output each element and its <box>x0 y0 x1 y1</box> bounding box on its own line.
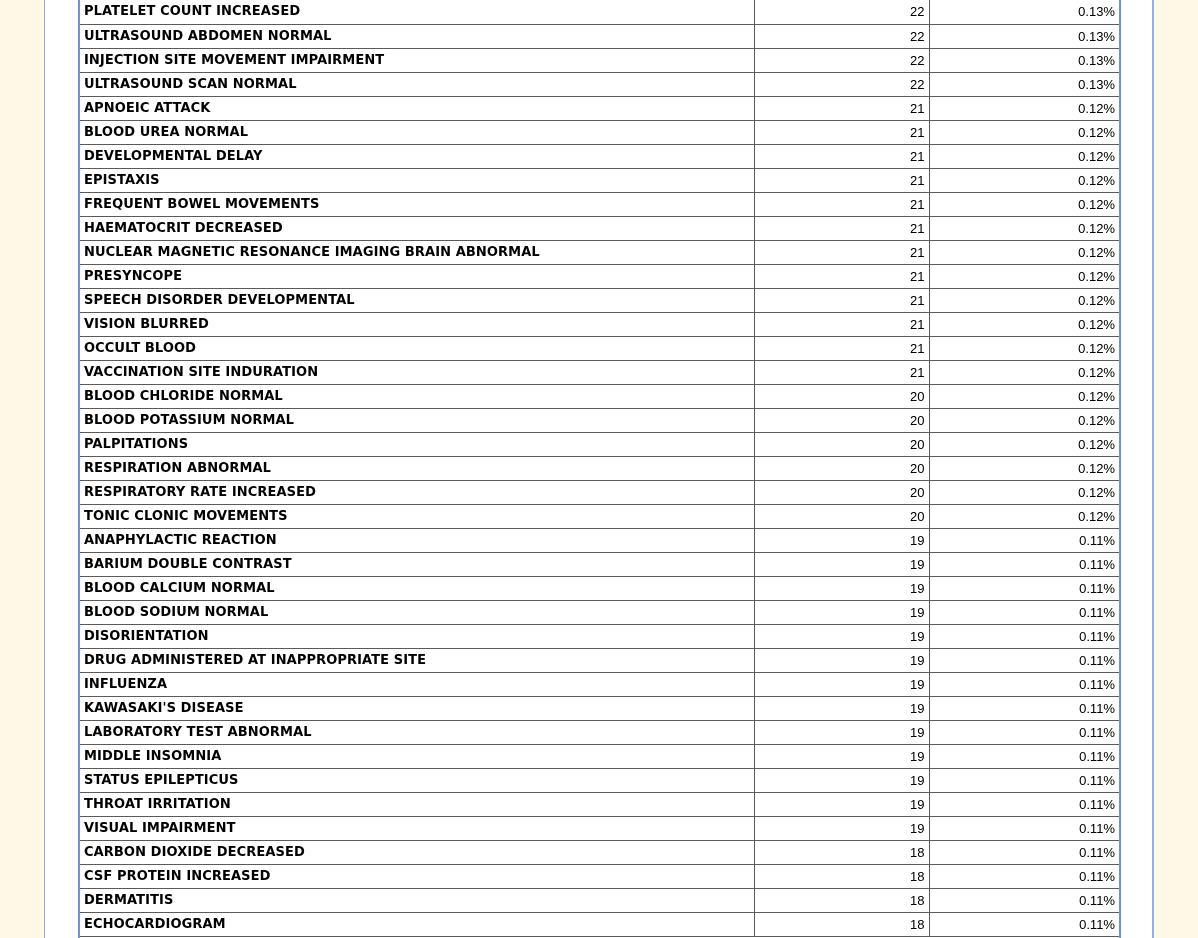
table-row <box>80 144 1119 168</box>
event-count-cell: 21 <box>754 216 929 240</box>
event-name-cell: TONIC CLONIC MOVEMENTS <box>80 504 754 528</box>
event-percent-cell: 0.12% <box>929 456 1119 480</box>
event-count-cell: 19 <box>754 648 929 672</box>
event-percent-cell: 0.12% <box>929 432 1119 456</box>
event-count-cell: 19 <box>754 672 929 696</box>
event-percent-cell: 0.11% <box>929 792 1119 816</box>
event-count-cell: 20 <box>754 384 929 408</box>
event-percent-cell: 0.12% <box>929 480 1119 504</box>
table-row <box>80 888 1119 912</box>
event-name-cell: PLATELET COUNT INCREASED <box>80 0 754 24</box>
event-count-cell: 18 <box>754 912 929 936</box>
event-percent-cell: 0.11% <box>929 624 1119 648</box>
event-count-cell: 20 <box>754 480 929 504</box>
event-percent-cell: 0.11% <box>929 600 1119 624</box>
event-percent-cell: 0.12% <box>929 120 1119 144</box>
event-count-cell: 21 <box>754 288 929 312</box>
event-count-cell: 19 <box>754 792 929 816</box>
event-percent-cell: 0.11% <box>929 864 1119 888</box>
event-name-cell: BLOOD CALCIUM NORMAL <box>80 576 754 600</box>
event-count-cell: 21 <box>754 312 929 336</box>
event-count-cell: 21 <box>754 360 929 384</box>
event-name-cell: HAEMATOCRIT DECREASED <box>80 216 754 240</box>
event-percent-cell: 0.12% <box>929 264 1119 288</box>
table-row <box>80 456 1119 480</box>
event-name-cell: APNOEIC ATTACK <box>80 96 754 120</box>
table-row <box>80 216 1119 240</box>
events-table-container[interactable] <box>78 0 1121 938</box>
event-name-cell: MIDDLE INSOMNIA <box>80 744 754 768</box>
table-row <box>80 96 1119 120</box>
event-percent-cell: 0.12% <box>929 360 1119 384</box>
event-name-cell: BLOOD UREA NORMAL <box>80 120 754 144</box>
event-percent-cell: 0.11% <box>929 648 1119 672</box>
event-count-cell: 21 <box>754 96 929 120</box>
event-name-cell: DERMATITIS <box>80 888 754 912</box>
event-count-cell: 18 <box>754 864 929 888</box>
table-row <box>80 504 1119 528</box>
table-row <box>80 672 1119 696</box>
event-count-cell: 19 <box>754 576 929 600</box>
event-count-cell: 19 <box>754 744 929 768</box>
table-row <box>80 168 1119 192</box>
table-row <box>80 480 1119 504</box>
event-percent-cell: 0.13% <box>929 24 1119 48</box>
event-count-cell: 21 <box>754 336 929 360</box>
event-name-cell: DRUG ADMINISTERED AT INAPPROPRIATE SITE <box>80 648 754 672</box>
table-row <box>80 576 1119 600</box>
event-name-cell: BARIUM DOUBLE CONTRAST <box>80 552 754 576</box>
event-name-cell: BLOOD POTASSIUM NORMAL <box>80 408 754 432</box>
event-percent-cell: 0.12% <box>929 504 1119 528</box>
event-percent-cell: 0.12% <box>929 384 1119 408</box>
event-name-cell: FREQUENT BOWEL MOVEMENTS <box>80 192 754 216</box>
event-name-cell: VISION BLURRED <box>80 312 754 336</box>
event-percent-cell: 0.12% <box>929 408 1119 432</box>
table-row <box>80 696 1119 720</box>
event-percent-cell: 0.12% <box>929 192 1119 216</box>
event-percent-cell: 0.11% <box>929 744 1119 768</box>
event-percent-cell: 0.12% <box>929 240 1119 264</box>
table-row <box>80 648 1119 672</box>
table-row <box>80 384 1119 408</box>
table-row <box>80 192 1119 216</box>
event-percent-cell: 0.13% <box>929 0 1119 24</box>
table-row <box>80 408 1119 432</box>
table-row <box>80 0 1119 24</box>
event-name-cell: OCCULT BLOOD <box>80 336 754 360</box>
event-count-cell: 21 <box>754 120 929 144</box>
event-name-cell: EPISTAXIS <box>80 168 754 192</box>
page-background <box>8 0 1193 938</box>
event-count-cell: 22 <box>754 48 929 72</box>
event-count-cell: 22 <box>754 24 929 48</box>
table-row <box>80 840 1119 864</box>
event-name-cell: RESPIRATION ABNORMAL <box>80 456 754 480</box>
event-percent-cell: 0.11% <box>929 528 1119 552</box>
event-count-cell: 20 <box>754 432 929 456</box>
event-name-cell: THROAT IRRITATION <box>80 792 754 816</box>
table-row <box>80 816 1119 840</box>
event-percent-cell: 0.12% <box>929 288 1119 312</box>
events-table-body <box>80 0 1119 936</box>
event-count-cell: 21 <box>754 264 929 288</box>
table-row <box>80 432 1119 456</box>
event-count-cell: 19 <box>754 696 929 720</box>
event-name-cell: BLOOD CHLORIDE NORMAL <box>80 384 754 408</box>
event-percent-cell: 0.11% <box>929 576 1119 600</box>
event-name-cell: RESPIRATORY RATE INCREASED <box>80 480 754 504</box>
event-percent-cell: 0.11% <box>929 672 1119 696</box>
event-percent-cell: 0.11% <box>929 768 1119 792</box>
event-count-cell: 19 <box>754 768 929 792</box>
event-count-cell: 20 <box>754 408 929 432</box>
table-row <box>80 120 1119 144</box>
event-percent-cell: 0.11% <box>929 816 1119 840</box>
table-row <box>80 312 1119 336</box>
event-percent-cell: 0.11% <box>929 696 1119 720</box>
event-percent-cell: 0.13% <box>929 48 1119 72</box>
event-count-cell: 21 <box>754 168 929 192</box>
event-name-cell: PRESYNCOPE <box>80 264 754 288</box>
table-row <box>80 24 1119 48</box>
event-percent-cell: 0.11% <box>929 720 1119 744</box>
table-row <box>80 72 1119 96</box>
table-row <box>80 600 1119 624</box>
events-table <box>80 0 1119 937</box>
event-percent-cell: 0.12% <box>929 168 1119 192</box>
table-row <box>80 288 1119 312</box>
table-row <box>80 912 1119 936</box>
event-name-cell: VISUAL IMPAIRMENT <box>80 816 754 840</box>
table-row <box>80 336 1119 360</box>
event-name-cell: PALPITATIONS <box>80 432 754 456</box>
event-count-cell: 19 <box>754 624 929 648</box>
event-count-cell: 19 <box>754 528 929 552</box>
event-count-cell: 19 <box>754 552 929 576</box>
event-count-cell: 19 <box>754 600 929 624</box>
event-percent-cell: 0.12% <box>929 96 1119 120</box>
event-name-cell: LABORATORY TEST ABNORMAL <box>80 720 754 744</box>
event-percent-cell: 0.11% <box>929 552 1119 576</box>
event-name-cell: ECHOCARDIOGRAM <box>80 912 754 936</box>
table-row <box>80 48 1119 72</box>
event-percent-cell: 0.13% <box>929 72 1119 96</box>
event-count-cell: 20 <box>754 504 929 528</box>
event-name-cell: INFLUENZA <box>80 672 754 696</box>
table-row <box>80 360 1119 384</box>
event-count-cell: 18 <box>754 840 929 864</box>
table-row <box>80 792 1119 816</box>
event-name-cell: ULTRASOUND ABDOMEN NORMAL <box>80 24 754 48</box>
event-name-cell: KAWASAKI'S DISEASE <box>80 696 754 720</box>
event-name-cell: CSF PROTEIN INCREASED <box>80 864 754 888</box>
event-name-cell: INJECTION SITE MOVEMENT IMPAIRMENT <box>80 48 754 72</box>
table-row <box>80 864 1119 888</box>
event-name-cell: VACCINATION SITE INDURATION <box>80 360 754 384</box>
event-name-cell: ULTRASOUND SCAN NORMAL <box>80 72 754 96</box>
event-count-cell: 21 <box>754 144 929 168</box>
event-percent-cell: 0.12% <box>929 216 1119 240</box>
table-row <box>80 552 1119 576</box>
event-count-cell: 19 <box>754 816 929 840</box>
event-percent-cell: 0.11% <box>929 888 1119 912</box>
table-row <box>80 528 1119 552</box>
event-count-cell: 21 <box>754 192 929 216</box>
event-percent-cell: 0.12% <box>929 336 1119 360</box>
event-count-cell: 22 <box>754 72 929 96</box>
table-row <box>80 240 1119 264</box>
table-row <box>80 744 1119 768</box>
event-percent-cell: 0.11% <box>929 912 1119 936</box>
event-name-cell: BLOOD SODIUM NORMAL <box>80 600 754 624</box>
table-row <box>80 264 1119 288</box>
event-name-cell: SPEECH DISORDER DEVELOPMENTAL <box>80 288 754 312</box>
content-panel <box>44 0 1154 938</box>
event-name-cell: DEVELOPMENTAL DELAY <box>80 144 754 168</box>
event-count-cell: 20 <box>754 456 929 480</box>
event-percent-cell: 0.11% <box>929 840 1119 864</box>
event-percent-cell: 0.12% <box>929 312 1119 336</box>
table-row <box>80 720 1119 744</box>
event-count-cell: 19 <box>754 720 929 744</box>
event-count-cell: 21 <box>754 240 929 264</box>
table-row <box>80 624 1119 648</box>
event-name-cell: CARBON DIOXIDE DECREASED <box>80 840 754 864</box>
event-name-cell: ANAPHYLACTIC REACTION <box>80 528 754 552</box>
event-count-cell: 18 <box>754 888 929 912</box>
table-row <box>80 768 1119 792</box>
event-count-cell: 22 <box>754 0 929 24</box>
event-name-cell: DISORIENTATION <box>80 624 754 648</box>
event-name-cell: NUCLEAR MAGNETIC RESONANCE IMAGING BRAIN ABNORMAL <box>80 240 754 264</box>
event-name-cell: STATUS EPILEPTICUS <box>80 768 754 792</box>
event-percent-cell: 0.12% <box>929 144 1119 168</box>
